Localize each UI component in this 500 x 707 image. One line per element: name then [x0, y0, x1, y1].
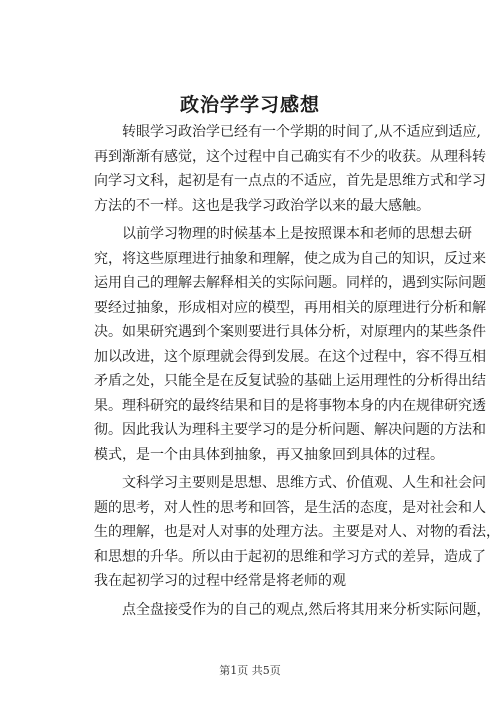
paragraph-1	[94, 120, 486, 218]
text-line: 生的理解，也是对人对事的处理方法。主要是对人、对物的看法，	[94, 524, 500, 540]
text-line: 转眼学习政治学已经有一个学期的时间了,从不适应到适应,	[122, 124, 481, 140]
page-footer: 第1页 共5页	[219, 664, 281, 677]
paragraph-2	[94, 222, 486, 467]
text-line: 和思想的升华。所以由于起初的思维和学习方式的差异，造成了	[94, 548, 486, 565]
text-line: 要经过抽象，形成相对应的模型，再用相关的原理进行分析和解	[94, 299, 486, 316]
text-line: 题的思考，对人性的思考和回答，是生活的态度，是对社会和人	[94, 499, 486, 516]
paragraph-4	[94, 598, 491, 623]
text-line: 彻。因此我认为理科主要学习的是分析问题、解决问题的方法和	[94, 422, 486, 438]
text-line: 果。理科研究的最终结果和目的是将事物本身的内在规律研究透	[94, 397, 486, 414]
text-line: 加以改进，这个原理就会得到发展。在这个过程中，容不得互相	[94, 348, 486, 365]
document-body	[94, 120, 500, 626]
text-line: 方法的不一样。这也是我学习政治学以来的最大感触。	[94, 197, 430, 214]
text-line: 运用自己的理解去解释相关的实际问题。同样的，遇到实际问题	[94, 275, 486, 291]
text-line: 点全盘接受作为的自己的观点,然后将其用来分析实际问题，	[122, 601, 491, 618]
text-line: 决。如果研究遇到个案则要进行具体分析，对原理内的某些条件	[94, 324, 486, 340]
text-line: 模式，是一个由具体到抽象，再又抽象回到具体的过程。	[94, 446, 444, 463]
text-line: 矛盾之处，只能全是在反复试验的基础上运用理性的分析得出结	[94, 373, 486, 389]
text-line: 文科学习主要则是思想、思维方式、价值观、人生和社会问	[122, 475, 486, 491]
paragraph-3	[94, 471, 500, 594]
document-title: 政治学学习感想	[179, 94, 320, 116]
text-line: 向学习文科，起初是有一点点的不适应，首先是思维方式和学习	[94, 173, 486, 189]
text-line: 以前学习物理的时候基本上是按照课本和老师的思想去研	[122, 226, 472, 242]
text-line: 究，将这些原理进行抽象和理解，使之成为自己的知识，反过来	[94, 250, 486, 267]
text-line: 再到渐渐有感觉，这个过程中自己确实有不少的收获。从理科转	[94, 148, 486, 165]
text-line: 我在起初学习的过程中经常是将老师的观	[94, 573, 346, 589]
